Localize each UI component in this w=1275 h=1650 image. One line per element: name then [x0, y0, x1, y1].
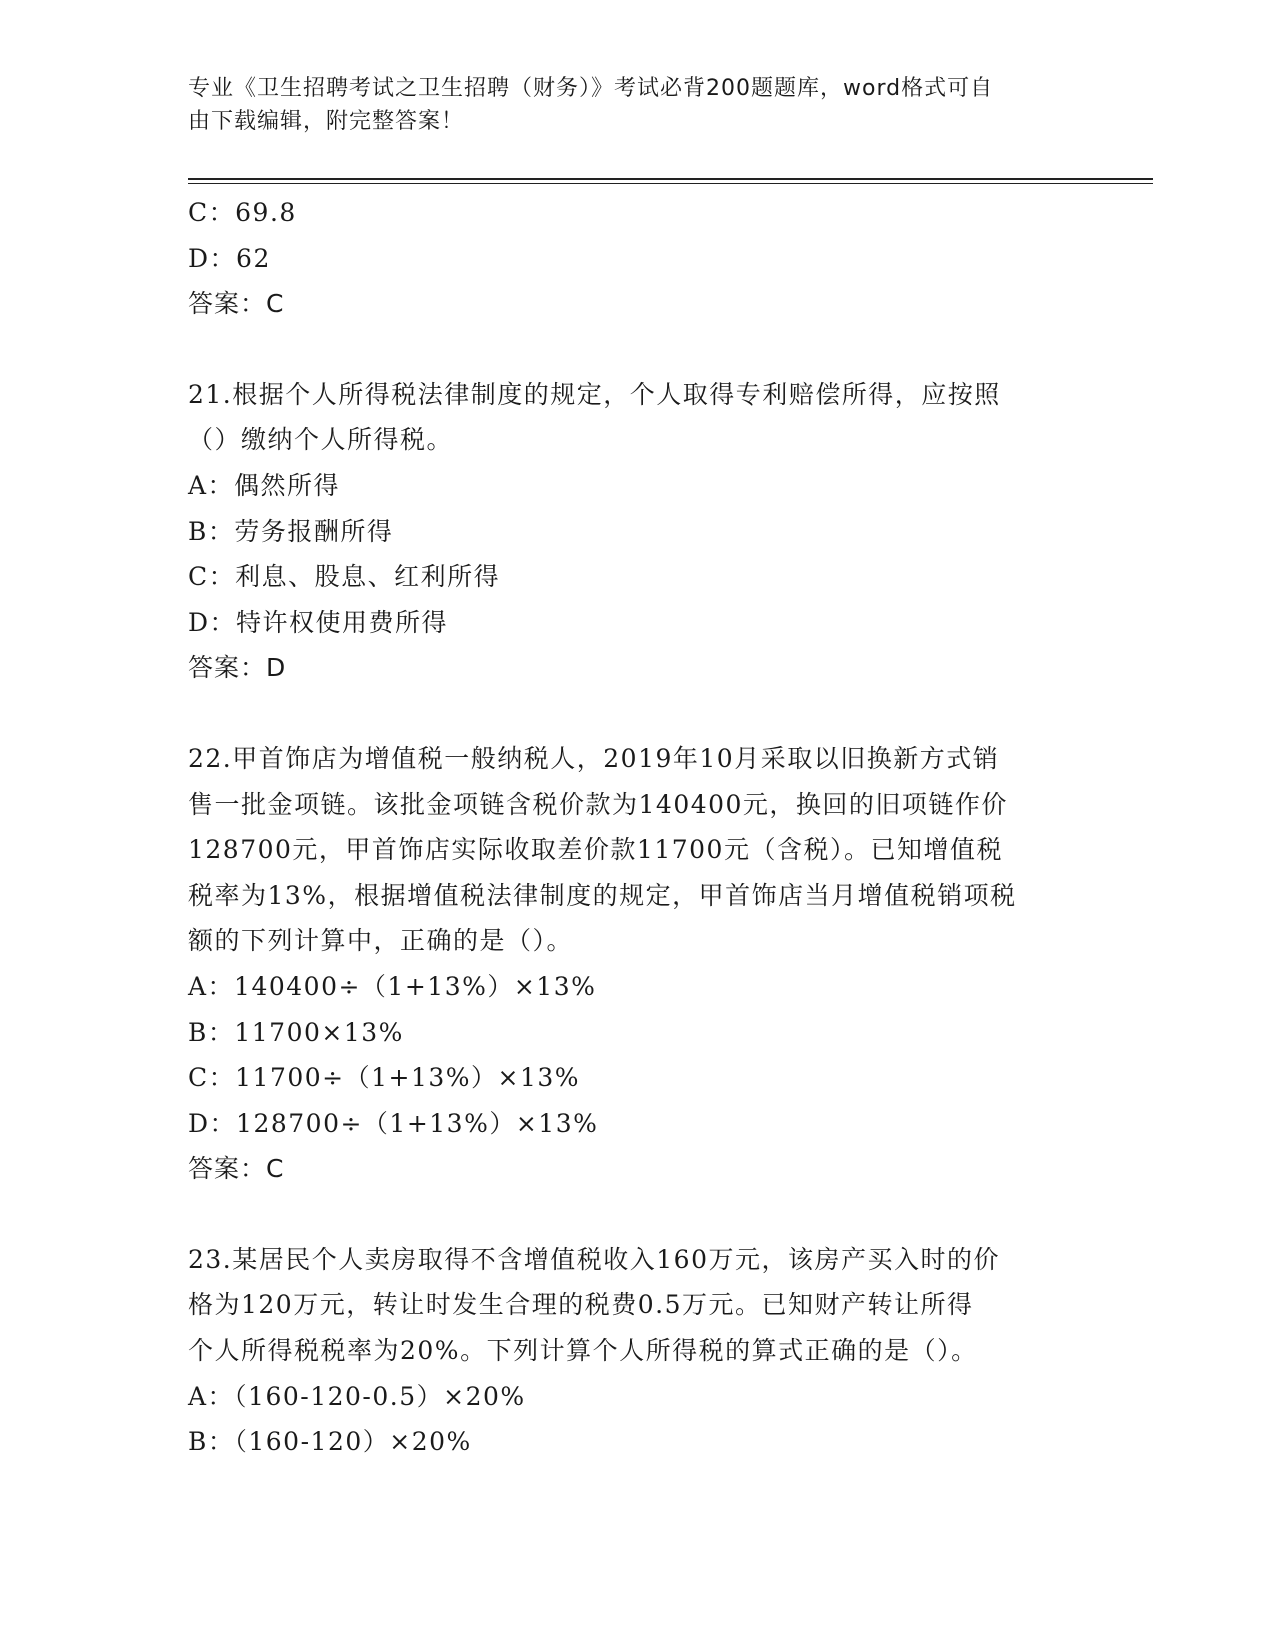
option-d: D：62 — [188, 243, 271, 273]
option-b: B：劳务报酬所得 — [188, 516, 394, 546]
option-d: D：特许权使用费所得 — [188, 607, 449, 637]
question-text-line: 格为120万元，转让时发生合理的税费0.5万元。已知财产转让所得 — [188, 1290, 974, 1320]
question-text-line: 23.某居民个人卖房取得不含增值税收入160万元，该房产买入时的价 — [188, 1244, 1000, 1274]
option-c: C：利息、股息、红利所得 — [188, 562, 501, 592]
question-text-line: 税率为13%，根据增值税法律制度的规定，甲首饰店当月增值税销项税 — [188, 880, 1017, 910]
option-d: D：128700÷（1+13%）×13% — [188, 1108, 599, 1138]
question-text-line: 额的下列计算中，正确的是（）。 — [188, 926, 574, 956]
answer-line: 答案：D — [188, 653, 287, 683]
question-text-line: 售一批金项链。该批金项链含税价款为140400元，换回的旧项链作价 — [188, 789, 1008, 819]
option-c: C：11700÷（1+13%）×13% — [188, 1063, 581, 1093]
answer-line: 答案：C — [188, 289, 285, 319]
option-c: C：69.8 — [188, 198, 297, 227]
option-a: A：140400÷（1+13%）×13% — [188, 971, 597, 1001]
answer-line: 答案：C — [188, 1154, 285, 1184]
question-text-line: 个人所得税税率为20%。下列计算个人所得税的算式正确的是（）。 — [188, 1336, 978, 1366]
question-text-line: 128700元，甲首饰店实际收取差价款11700元（含税）。已知增值税 — [188, 835, 1003, 865]
header-line-2: 由下载编辑，附完整答案！ — [188, 109, 465, 134]
document-header — [188, 72, 1068, 138]
option-a: A：偶然所得 — [188, 470, 341, 500]
header-line-1: 专业《卫生招聘考试之卫生招聘（财务）》考试必背200题题库，word格式可自 — [188, 76, 994, 101]
question-text-line: 21.根据个人所得税法律制度的规定，个人取得专利赔偿所得，应按照 — [188, 379, 1001, 409]
option-b: B：（160-120）×20% — [188, 1427, 472, 1457]
question-22 — [188, 736, 1088, 1192]
document-body — [188, 190, 1088, 1465]
header-divider-thick — [188, 178, 1153, 180]
question-text-line: 22.甲首饰店为增值税一般纳税人，2019年10月采取以旧换新方式销 — [188, 743, 1000, 773]
header-divider-thin — [188, 183, 1153, 184]
question-23 — [188, 1237, 1088, 1465]
option-b: B：11700×13% — [188, 1017, 404, 1047]
option-a: A：（160-120-0.5）×20% — [188, 1381, 526, 1411]
previous-question-tail — [188, 190, 1088, 327]
question-21 — [188, 372, 1088, 691]
question-text-line: （）缴纳个人所得税。 — [188, 425, 454, 455]
